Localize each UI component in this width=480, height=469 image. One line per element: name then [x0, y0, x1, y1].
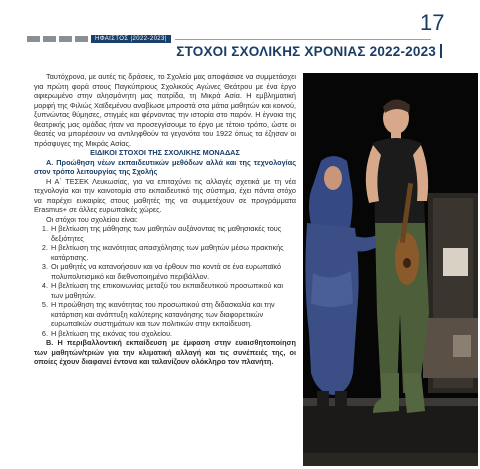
goal-number: 6. [41, 328, 48, 338]
goal-a-paragraph: Η Α΄ ΤΕΣΕΚ Λευκωσίας, για να επιταχύνει τις αλλαγές σχετικά με τη νέα τεχνολογία και την καινοτομία στο εκπαιδευτικό της σύστημα, έχει πάντα στόχο να παρέχει ευκαιρίες στους μαθητές της να συμμετέχουν σε προγράμματα Erasmus+ σε άλλες ευρωπαϊκές χώρες. [34, 176, 296, 214]
goal-a-heading: Α. Προώθηση νέων εκπαιδευτικών μεθόδων αλλά και της τεχνολογίας στον τρόπο λειτουργίας της Σχολής [34, 157, 296, 176]
goal-number: 2. [41, 243, 48, 252]
list-item [34, 300, 296, 329]
goal-number: 5. [41, 300, 48, 309]
header-divider [175, 39, 431, 40]
goal-text: Η προώθηση της ικανότητας του προσωπικού στη διδασκαλία και την κατάρτιση και ανάπτυξη καλύτερης κατανόησης των διαφορετικών ευρωπαϊκών συστημάτων και των πολιτικών στην εκπαίδευση. [51, 300, 275, 328]
title-accent-bar [440, 44, 442, 58]
goal-text: Η βελτίωση της ικανότητας απασχόλησης των μαθητών μέσω πρακτικής κατάρτισης. [51, 243, 284, 262]
goal-number: 1. [41, 224, 48, 233]
magazine-tag: ΗΦΑΙΣΤΟΣ |2022-2023| [91, 35, 171, 43]
theatre-performance-photo [303, 73, 478, 466]
goal-text: Οι μαθητές να κατανοήσουν και να έρθουν πιο κοντά σε ένα ευρωπαϊκό πολυπολιτισμικό και διεθνοποιημένο περιβάλλον. [51, 262, 282, 281]
list-item [34, 243, 296, 262]
goals-list [34, 224, 296, 338]
article-body [34, 72, 296, 367]
goals-intro: Οι στόχοι του σχολείου είναι: [46, 214, 138, 224]
goal-text: Η βελτίωση της επικοινωνίας μεταξύ του εκπαιδευτικού προσωπικού και των μαθητών. [51, 281, 283, 300]
list-item [34, 329, 296, 339]
goal-text: Η βελτίωση της μάθησης των μαθητών αυξάνοντας τις μαθησιακές τους δεξιότητες [51, 224, 282, 243]
header-squares-decoration [27, 36, 88, 42]
list-item [34, 281, 296, 300]
list-item [34, 262, 296, 281]
list-item [34, 224, 296, 243]
section-title: ΣΤΟΧΟΙ ΣΧΟΛΙΚΗΣ ΧΡΟΝΙΑΣ 2022-2023 [176, 44, 436, 59]
special-goals-heading: ΕΙΔΙΚΟΙ ΣΤΟΧΟΙ ΤΗΣ ΣΧΟΛΙΚΗΣ ΜΟΝΑΔΑΣ [90, 148, 240, 157]
goal-number: 4. [41, 281, 48, 290]
stage-scene-illustration [303, 73, 478, 466]
page-number: 17 [420, 10, 445, 35]
intro-paragraph: Ταυτόχρονα, με αυτές τις δράσεις, το Σχολείο μας αποφάσισε να συμμετάσχει για πρώτη φορά στους Παγκύπριους Σχολικούς Αγώνες Θεάτρου με ένα έργο αφιερωμένο στην αλησμόνητη μας πατρίδα, τη Μικρά Ασία. Η εμβληματική μορφή της Φιλιώς Χαϊδεμένου αναβίωσε μπροστά στα μάτια μαθητών και κοινού, ξυπνώντας θύμησες, στιγμές και φέρνοντας την ιστορία στο παρόν. Η έγνοια της θεατρικής μας ομάδας ήταν να προσεγγίσουμε το έργο με τέτοιο τρόπο, ώστε οι θεατές να μπορέσουν να αντιληφθούν τα γεγονότα του 1922 όπως τα έζησαν οι πρόσφυγες της Μικράς Ασίας. [34, 72, 296, 148]
goal-b-heading: Β. Η περιβαλλοντική εκπαίδευση με έμφαση στην ευαισθητοποίηση των μαθητών/τριών για την κλιματική αλλαγή και τις συνέπειές της, οι οποίες έχουν διαφανεί έντονα και ταλανίζουν ολόκληρο τον πλανήτη. [34, 338, 296, 366]
header-bar [27, 36, 431, 42]
goal-text: Η βελτίωση της εικόνας του σχολείου. [51, 328, 173, 338]
goal-number: 3. [41, 262, 48, 271]
